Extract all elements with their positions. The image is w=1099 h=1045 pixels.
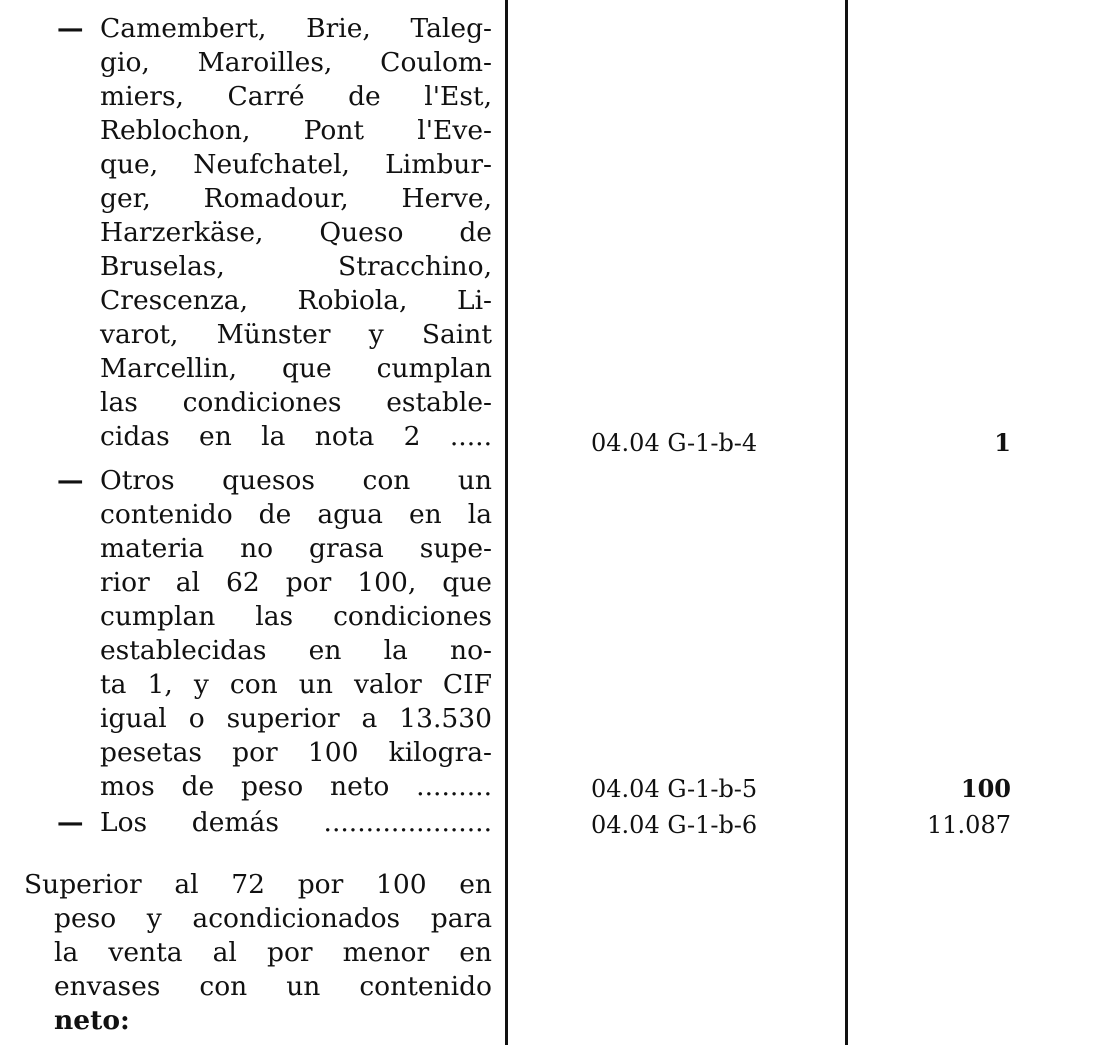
item4-line: peso y acondicionados para [54, 903, 492, 934]
item4-line: envases con un contenido [54, 971, 492, 1002]
item2-line: establecidas en la no- [100, 635, 492, 666]
column-divider-left [505, 0, 508, 1045]
column-divider-right [845, 0, 848, 1045]
item4-line: la venta al por menor en [54, 937, 492, 968]
tariff-code: 04.04 G-1-b-4 [591, 429, 758, 457]
item3-dash: — [57, 807, 84, 838]
quantity-value: 1 [994, 428, 1011, 457]
code-column [511, 0, 845, 1045]
item1-line: Bruselas, Stracchino, [100, 251, 492, 282]
item1-dash: — [57, 13, 84, 44]
item1-line: las condiciones estable- [100, 387, 492, 418]
tariff-code: 04.04 G-1-b-5 [591, 775, 758, 803]
item1-line: Reblochon, Pont l'Eve- [100, 115, 492, 146]
item4-line: Superior al 72 por 100 en [24, 869, 492, 900]
item2-line: contenido de agua en la [100, 499, 492, 530]
item2-line: cumplan las condiciones [100, 601, 492, 632]
item2-dash: — [57, 465, 84, 496]
item2-line: rior al 62 por 100, que [100, 567, 492, 598]
quantity-value: 11.087 [927, 811, 1011, 839]
item1-line: ger, Romadour, Herve, [100, 183, 492, 214]
item2-line: mos de peso neto ......... [100, 771, 492, 802]
item4-line: neto: [54, 1005, 130, 1036]
item1-line: Crescenza, Robiola, Li- [100, 285, 492, 316]
item2-line: materia no grasa supe- [100, 533, 492, 564]
item2-line: pesetas por 100 kilogra- [100, 737, 492, 768]
quantity-value: 100 [960, 774, 1011, 803]
item1-line: miers, Carré de l'Est, [100, 81, 492, 112]
item1-line: Harzerkäse, Queso de [100, 217, 492, 248]
item2-line: Otros quesos con un [100, 465, 492, 496]
item1-line: Camembert, Brie, Taleg- [100, 13, 492, 44]
item1-line: gio, Maroilles, Coulom- [100, 47, 492, 78]
quantity-column [851, 0, 1099, 1045]
item2-line: ta 1, y con un valor CIF [100, 669, 492, 700]
item1-line: que, Neufchatel, Limbur- [100, 149, 492, 180]
tariff-code: 04.04 G-1-b-6 [591, 811, 758, 839]
item2-line: igual o superior a 13.530 [100, 703, 492, 734]
description-column [0, 0, 505, 1045]
item3-line: Los demás .................... [100, 807, 492, 838]
item1-line: varot, Münster y Saint [100, 319, 492, 350]
item1-line: cidas en la nota 2 ..... [100, 421, 492, 452]
item1-line: Marcellin, que cumplan [100, 353, 492, 384]
